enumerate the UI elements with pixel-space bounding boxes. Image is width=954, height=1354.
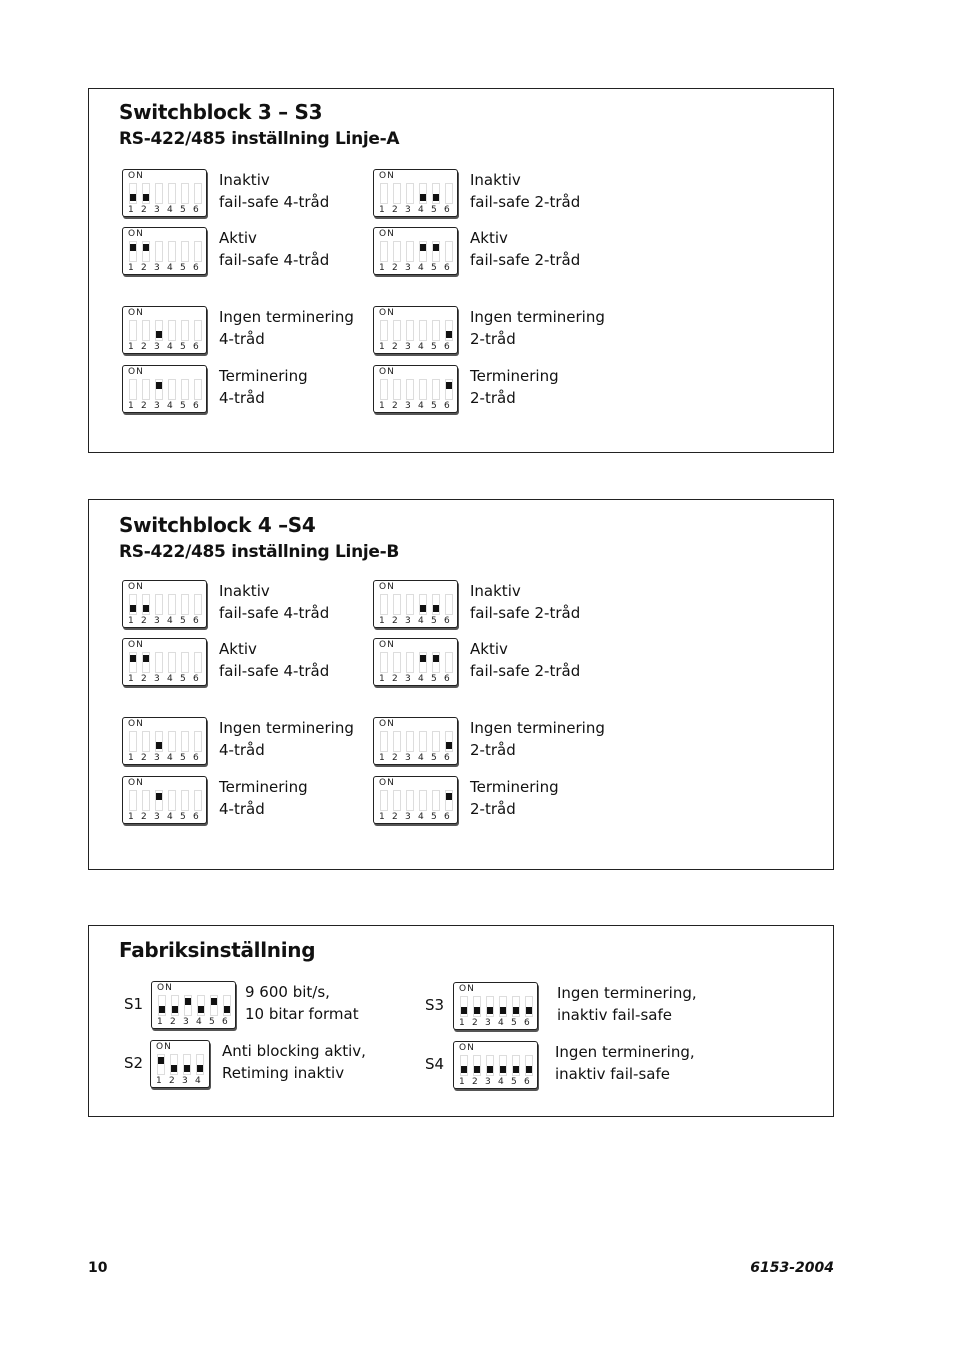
dip-slot-1 (129, 594, 137, 615)
switchblock-name: S4 (425, 1055, 445, 1073)
dip-toggle (197, 1065, 203, 1072)
setting-label (470, 638, 580, 682)
dip-switch-icon (122, 580, 207, 628)
dip-switch-icon (373, 306, 458, 354)
setting-label-line: 4-tråd (219, 330, 265, 348)
factory-section (88, 925, 834, 1117)
dip-toggle (143, 194, 149, 201)
dip-toggle (172, 1006, 178, 1013)
setting-label-line: Aktiv (470, 640, 508, 658)
dip-switch-icon (122, 638, 207, 686)
factory-title: Fabriksinställning (119, 938, 316, 962)
dip-toggle (143, 655, 149, 662)
dip-switch-icon (373, 227, 458, 275)
dip-number-row: 1 2 3 4 5 6 (379, 753, 450, 763)
switchblock-name: S2 (124, 1054, 144, 1072)
dip-slot-1 (129, 241, 137, 262)
dip-on-label: ON (379, 778, 395, 788)
dip-toggle (185, 998, 191, 1005)
dip-slot-2 (393, 652, 401, 673)
dip-toggle (461, 1066, 467, 1073)
dip-slot-3 (406, 731, 414, 752)
dip-on-label: ON (379, 640, 395, 650)
dip-toggle (143, 244, 149, 251)
setting-label (219, 365, 308, 409)
dip-slot-3 (155, 731, 163, 752)
dip-slot-6 (194, 379, 202, 400)
s3-title: Switchblock 3 – S3 (119, 100, 323, 124)
setting-label-line: 2-tråd (470, 741, 516, 759)
dip-toggle (130, 605, 136, 612)
dip-slot-2 (393, 731, 401, 752)
dip-slot-6 (445, 652, 453, 673)
dip-number-row: 1 2 3 4 5 6 (459, 1018, 530, 1028)
dip-number-row: 1 2 3 4 5 6 (128, 674, 199, 684)
dip-slot-2 (142, 320, 150, 341)
dip-slot-4 (168, 790, 176, 811)
dip-slot-6 (194, 790, 202, 811)
dip-slot-4 (419, 731, 427, 752)
setting-label (555, 1041, 695, 1085)
setting-label-line: 9 600 bit/s, (245, 983, 330, 1001)
dip-slot-6 (194, 183, 202, 204)
dip-toggle (184, 1065, 190, 1072)
dip-slot-2 (142, 594, 150, 615)
dip-number-row: 1 2 3 4 5 6 (128, 753, 199, 763)
dip-toggle (433, 605, 439, 612)
dip-toggle (446, 331, 452, 338)
dip-on-label: ON (128, 367, 144, 377)
dip-slot-4 (499, 996, 507, 1017)
dip-toggle (130, 244, 136, 251)
dip-switch-icon (373, 169, 458, 217)
dip-toggle (420, 244, 426, 251)
dip-slot-6 (194, 320, 202, 341)
dip-toggle (433, 655, 439, 662)
setting-label-line: fail-safe 2-tråd (470, 662, 581, 680)
dip-on-label: ON (128, 640, 144, 650)
dip-number-row: 1 2 3 4 5 6 (128, 401, 199, 411)
dip-on-label: ON (128, 778, 144, 788)
dip-slot-2 (142, 652, 150, 673)
switchblock-name: S3 (425, 996, 445, 1014)
dip-toggle (446, 742, 452, 749)
dip-number-row: 1 2 3 4 5 6 (128, 342, 199, 352)
dip-number-row: 1 2 3 4 5 6 (379, 205, 450, 215)
dip-toggle (526, 1066, 532, 1073)
dip-slot-2 (142, 379, 150, 400)
setting-label-line: Ingen terminering, (557, 984, 697, 1002)
dip-slot-4 (196, 1054, 204, 1075)
dip-toggle (130, 655, 136, 662)
dip-on-label: ON (379, 719, 395, 729)
dip-slot-5 (181, 790, 189, 811)
setting-label-line: fail-safe 2-tråd (470, 604, 581, 622)
switchblock-4-section (88, 499, 834, 870)
dip-toggle (420, 605, 426, 612)
setting-label (219, 306, 354, 350)
dip-slot-3 (406, 379, 414, 400)
dip-slot-1 (158, 995, 166, 1016)
setting-label (470, 717, 605, 761)
dip-slot-3 (406, 790, 414, 811)
dip-slot-1 (380, 731, 388, 752)
dip-slot-2 (171, 995, 179, 1016)
dip-slot-4 (419, 241, 427, 262)
setting-label (557, 982, 697, 1026)
dip-slot-1 (380, 183, 388, 204)
dip-toggle (420, 194, 426, 201)
dip-number-row: 1 2 3 4 5 6 (379, 342, 450, 352)
dip-slot-5 (432, 790, 440, 811)
dip-toggle (156, 382, 162, 389)
setting-label-line: Ingen terminering (219, 308, 354, 326)
dip-on-label: ON (128, 229, 144, 239)
dip-slot-2 (142, 790, 150, 811)
setting-label-line: Inaktiv (219, 582, 270, 600)
setting-label-line: 2-tråd (470, 389, 516, 407)
page-number: 10 (88, 1260, 108, 1276)
setting-label-line: Ingen terminering (470, 719, 605, 737)
setting-label (470, 306, 605, 350)
dip-switch-icon (373, 638, 458, 686)
dip-slot-1 (129, 652, 137, 673)
dip-slot-6 (525, 996, 533, 1017)
dip-slot-2 (170, 1054, 178, 1075)
dip-slot-1 (157, 1054, 165, 1075)
setting-label-line: Ingen terminering, (555, 1043, 695, 1061)
dip-slot-3 (155, 241, 163, 262)
dip-number-row: 1 2 3 4 5 6 (459, 1077, 530, 1087)
dip-slot-4 (197, 995, 205, 1016)
setting-label-line: 4-tråd (219, 389, 265, 407)
dip-slot-3 (183, 1054, 191, 1075)
dip-slot-1 (380, 652, 388, 673)
dip-slot-3 (486, 1055, 494, 1076)
dip-slot-6 (445, 241, 453, 262)
dip-toggle (500, 1066, 506, 1073)
s4-title: Switchblock 4 –S4 (119, 513, 316, 537)
setting-label-line: Aktiv (219, 229, 257, 247)
dip-on-label: ON (379, 229, 395, 239)
dip-slot-1 (380, 379, 388, 400)
dip-slot-5 (432, 241, 440, 262)
dip-slot-5 (432, 652, 440, 673)
dip-on-label: ON (379, 582, 395, 592)
setting-label-line: fail-safe 2-tråd (470, 251, 581, 269)
dip-slot-5 (181, 594, 189, 615)
dip-toggle (513, 1066, 519, 1073)
dip-slot-3 (155, 790, 163, 811)
dip-slot-4 (419, 790, 427, 811)
dip-slot-4 (419, 320, 427, 341)
dip-slot-5 (432, 183, 440, 204)
setting-label (219, 580, 329, 624)
dip-slot-6 (194, 594, 202, 615)
setting-label-line: Ingen terminering (470, 308, 605, 326)
dip-slot-4 (168, 183, 176, 204)
s4-subtitle: RS-422/485 inställning Linje-B (119, 542, 400, 562)
setting-label-line: Anti blocking aktiv, (222, 1042, 366, 1060)
dip-slot-5 (512, 1055, 520, 1076)
dip-slot-4 (419, 652, 427, 673)
dip-toggle (156, 793, 162, 800)
dip-slot-5 (181, 183, 189, 204)
dip-switch-icon (151, 981, 236, 1029)
dip-switch-icon (373, 580, 458, 628)
dip-on-label: ON (128, 719, 144, 729)
dip-on-label: ON (459, 1043, 475, 1053)
dip-slot-1 (460, 1055, 468, 1076)
setting-label (470, 776, 559, 820)
dip-slot-1 (129, 790, 137, 811)
dip-number-row: 1 2 3 4 5 6 (379, 812, 450, 822)
dip-toggle (487, 1007, 493, 1014)
dip-slot-1 (380, 241, 388, 262)
dip-slot-6 (445, 594, 453, 615)
dip-toggle (446, 382, 452, 389)
dip-switch-icon (373, 776, 458, 824)
setting-label-line: 10 bitar format (245, 1005, 359, 1023)
dip-toggle (211, 998, 217, 1005)
dip-switch-icon (122, 717, 207, 765)
dip-toggle (474, 1066, 480, 1073)
s3-subtitle: RS-422/485 inställning Linje-A (119, 129, 400, 149)
dip-number-row: 1 2 3 4 5 6 (128, 263, 199, 273)
setting-label (219, 169, 329, 213)
dip-toggle (156, 742, 162, 749)
dip-switch-icon (373, 365, 458, 413)
dip-toggle (130, 194, 136, 201)
dip-switch-icon (453, 1041, 538, 1089)
dip-slot-3 (155, 652, 163, 673)
setting-label (222, 1040, 366, 1084)
dip-slot-5 (512, 996, 520, 1017)
dip-switch-icon (122, 365, 207, 413)
setting-label-line: inaktiv fail-safe (555, 1065, 670, 1083)
dip-slot-4 (419, 379, 427, 400)
dip-slot-5 (210, 995, 218, 1016)
dip-on-label: ON (128, 582, 144, 592)
dip-slot-5 (181, 731, 189, 752)
dip-toggle (526, 1007, 532, 1014)
dip-number-row: 1 2 3 4 5 6 (379, 674, 450, 684)
dip-toggle (224, 1006, 230, 1013)
setting-label (219, 776, 308, 820)
dip-slot-3 (155, 379, 163, 400)
dip-slot-4 (499, 1055, 507, 1076)
dip-slot-6 (445, 183, 453, 204)
dip-slot-6 (194, 731, 202, 752)
dip-toggle (433, 194, 439, 201)
dip-slot-6 (445, 790, 453, 811)
dip-on-label: ON (379, 308, 395, 318)
dip-slot-2 (393, 183, 401, 204)
setting-label-line: Inaktiv (219, 171, 270, 189)
dip-slot-2 (473, 1055, 481, 1076)
dip-slot-1 (380, 790, 388, 811)
dip-toggle (474, 1007, 480, 1014)
setting-label-line: Terminering (219, 778, 308, 796)
dip-switch-icon (122, 306, 207, 354)
dip-slot-6 (223, 995, 231, 1016)
setting-label-line: Terminering (470, 778, 559, 796)
dip-slot-3 (155, 183, 163, 204)
dip-on-label: ON (156, 1042, 172, 1052)
dip-toggle (158, 1057, 164, 1064)
dip-slot-3 (155, 320, 163, 341)
setting-label-line: Aktiv (219, 640, 257, 658)
setting-label-line: Ingen terminering (219, 719, 354, 737)
dip-number-row: 1 2 3 4 5 6 (379, 263, 450, 273)
dip-switch-icon (373, 717, 458, 765)
dip-slot-6 (445, 731, 453, 752)
dip-slot-5 (432, 320, 440, 341)
dip-slot-1 (129, 320, 137, 341)
setting-label-line: fail-safe 2-tråd (470, 193, 581, 211)
setting-label-line: 2-tråd (470, 330, 516, 348)
dip-slot-3 (406, 594, 414, 615)
dip-on-label: ON (128, 171, 144, 181)
setting-label-line: Aktiv (470, 229, 508, 247)
setting-label-line: Retiming inaktiv (222, 1064, 345, 1082)
dip-toggle (513, 1007, 519, 1014)
dip-slot-4 (168, 320, 176, 341)
setting-label-line: Inaktiv (470, 171, 521, 189)
setting-label (470, 365, 559, 409)
dip-toggle (159, 1006, 165, 1013)
dip-number-row: 1 2 3 4 5 6 (128, 205, 199, 215)
dip-number-row: 1 2 3 4 (156, 1076, 201, 1086)
dip-on-label: ON (157, 983, 173, 993)
dip-slot-1 (129, 731, 137, 752)
setting-label (470, 580, 580, 624)
dip-on-label: ON (128, 308, 144, 318)
dip-slot-1 (460, 996, 468, 1017)
dip-number-row: 1 2 3 4 5 6 (128, 812, 199, 822)
switchblock-name: S1 (124, 995, 144, 1013)
dip-slot-6 (194, 652, 202, 673)
setting-label-line: Terminering (219, 367, 308, 385)
setting-label-line: 4-tråd (219, 800, 265, 818)
dip-toggle (461, 1007, 467, 1014)
setting-label (245, 981, 359, 1025)
dip-switch-icon (122, 227, 207, 275)
dip-slot-6 (445, 379, 453, 400)
dip-slot-4 (419, 594, 427, 615)
dip-toggle (487, 1066, 493, 1073)
setting-label-line: fail-safe 4-tråd (219, 604, 330, 622)
dip-slot-2 (393, 594, 401, 615)
setting-label (219, 638, 329, 682)
document-number: 6153-2004 (750, 1260, 834, 1276)
dip-slot-2 (473, 996, 481, 1017)
setting-label-line: fail-safe 4-tråd (219, 193, 330, 211)
dip-switch-icon (150, 1040, 210, 1088)
dip-toggle (156, 331, 162, 338)
dip-slot-2 (393, 241, 401, 262)
dip-slot-3 (155, 594, 163, 615)
dip-slot-4 (168, 241, 176, 262)
dip-slot-3 (406, 320, 414, 341)
setting-label-line: inaktiv fail-safe (557, 1006, 672, 1024)
dip-slot-2 (393, 790, 401, 811)
dip-toggle (171, 1065, 177, 1072)
dip-on-label: ON (459, 984, 475, 994)
dip-toggle (433, 244, 439, 251)
setting-label-line: fail-safe 4-tråd (219, 251, 330, 269)
dip-slot-5 (432, 731, 440, 752)
setting-label-line: Terminering (470, 367, 559, 385)
dip-number-row: 1 2 3 4 5 6 (379, 401, 450, 411)
setting-label-line: 2-tråd (470, 800, 516, 818)
dip-slot-6 (194, 241, 202, 262)
dip-slot-3 (406, 183, 414, 204)
dip-slot-3 (184, 995, 192, 1016)
dip-slot-2 (142, 183, 150, 204)
setting-label-line: Inaktiv (470, 582, 521, 600)
setting-label (470, 169, 580, 213)
dip-slot-2 (393, 320, 401, 341)
dip-toggle (198, 1006, 204, 1013)
dip-slot-3 (406, 241, 414, 262)
setting-label (470, 227, 580, 271)
dip-toggle (420, 655, 426, 662)
dip-slot-5 (181, 320, 189, 341)
dip-on-label: ON (379, 171, 395, 181)
dip-slot-4 (419, 183, 427, 204)
dip-toggle (446, 793, 452, 800)
setting-label (219, 717, 354, 761)
dip-switch-icon (453, 982, 538, 1030)
setting-label-line: fail-safe 4-tråd (219, 662, 330, 680)
dip-slot-5 (432, 379, 440, 400)
dip-slot-6 (445, 320, 453, 341)
switchblock-3-section (88, 88, 834, 453)
dip-number-row: 1 2 3 4 5 6 (379, 616, 450, 626)
dip-slot-5 (181, 241, 189, 262)
dip-slot-1 (129, 183, 137, 204)
dip-slot-6 (525, 1055, 533, 1076)
dip-switch-icon (122, 169, 207, 217)
dip-slot-2 (142, 241, 150, 262)
setting-label (219, 227, 329, 271)
dip-slot-3 (406, 652, 414, 673)
dip-on-label: ON (379, 367, 395, 377)
dip-slot-5 (432, 594, 440, 615)
dip-slot-5 (181, 652, 189, 673)
setting-label-line: 4-tråd (219, 741, 265, 759)
dip-slot-4 (168, 731, 176, 752)
dip-number-row: 1 2 3 4 5 6 (128, 616, 199, 626)
dip-toggle (143, 605, 149, 612)
dip-slot-1 (380, 320, 388, 341)
dip-slot-4 (168, 652, 176, 673)
dip-slot-5 (181, 379, 189, 400)
dip-switch-icon (122, 776, 207, 824)
dip-slot-2 (142, 731, 150, 752)
dip-toggle (500, 1007, 506, 1014)
dip-slot-2 (393, 379, 401, 400)
dip-slot-3 (486, 996, 494, 1017)
dip-slot-4 (168, 379, 176, 400)
dip-slot-1 (129, 379, 137, 400)
dip-number-row: 1 2 3 4 5 6 (157, 1017, 228, 1027)
dip-slot-4 (168, 594, 176, 615)
dip-slot-1 (380, 594, 388, 615)
